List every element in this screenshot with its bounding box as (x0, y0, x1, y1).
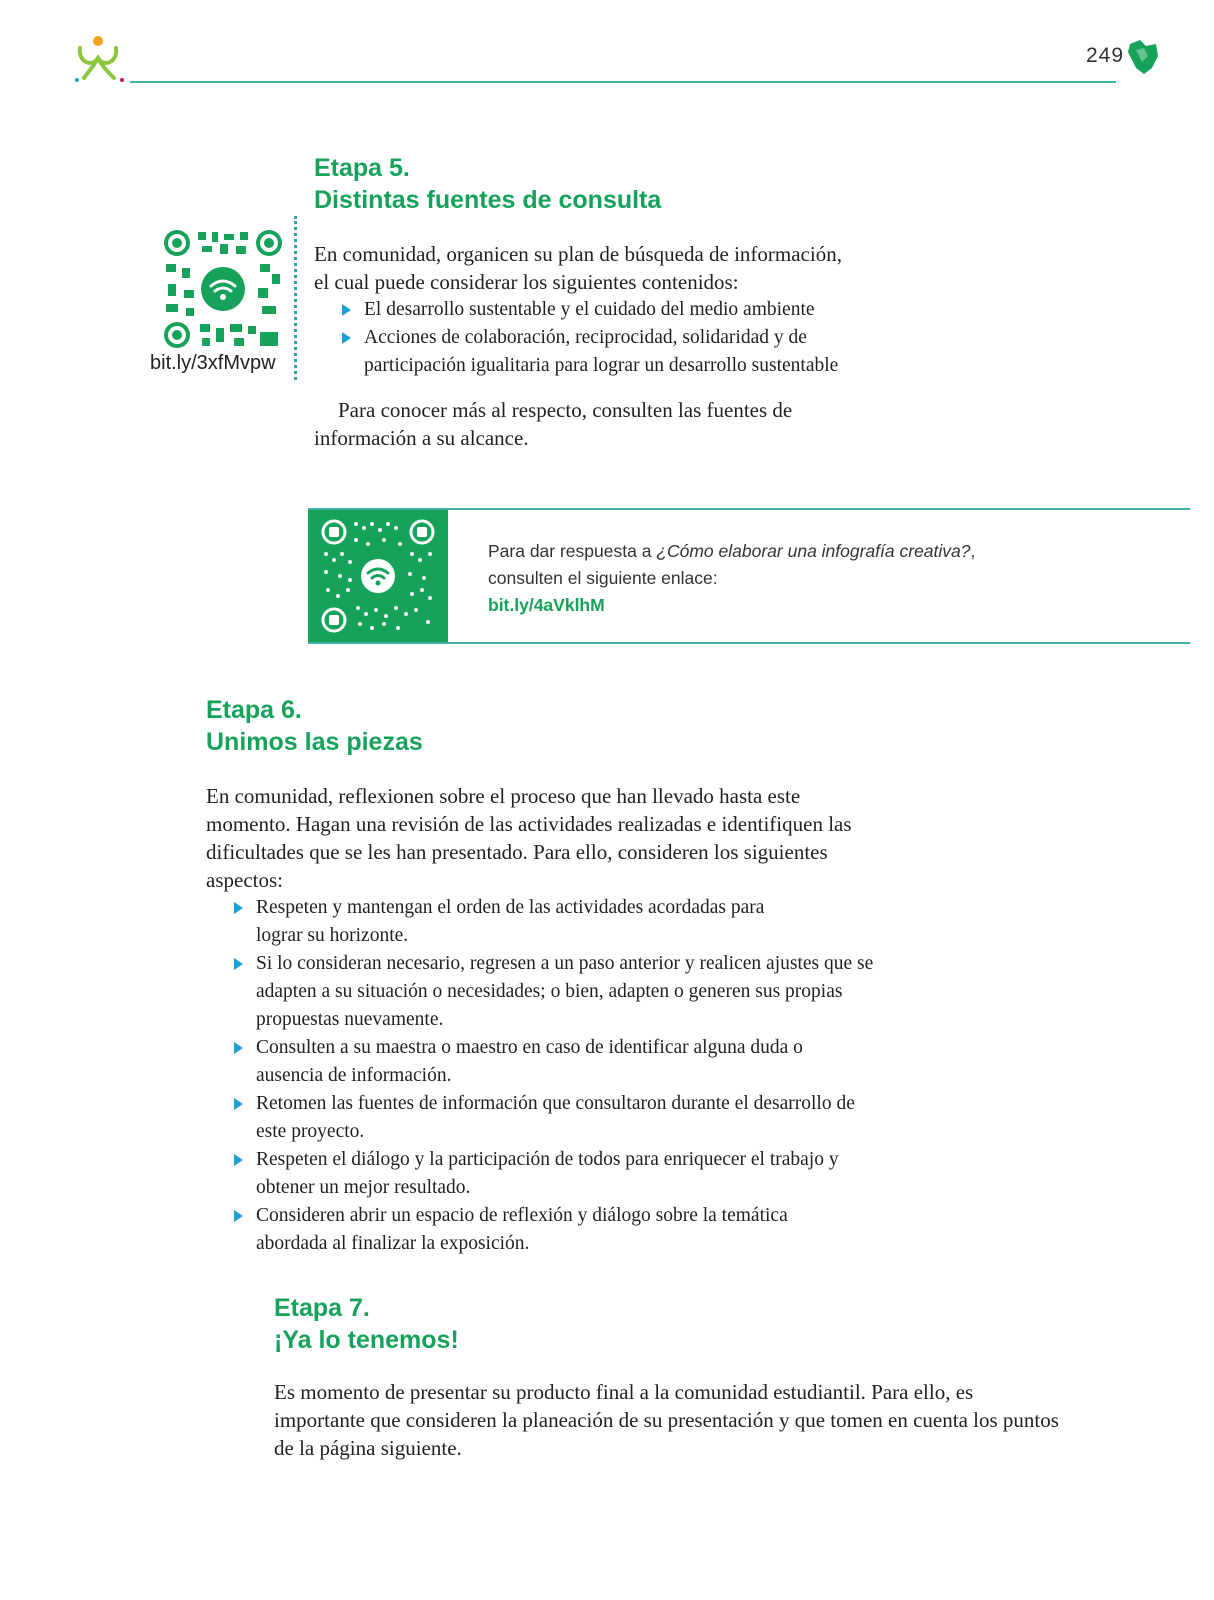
list-item: Consulten a su maestra o maestro en caso de identificar alguna duda o ausencia de información. (230, 1034, 856, 1090)
stage6-title: Unimos las piezas (206, 728, 423, 756)
list-item: Respeten el diálogo y la participación de todos para enriquecer el trabajo y obtener un mejor resultado. (230, 1146, 880, 1202)
bullet-arrow-icon (342, 304, 351, 316)
qr-code-icon[interactable] (320, 518, 436, 634)
stage5-title: Distintas fuentes de consulta (314, 186, 662, 214)
qr-short-link[interactable]: bit.ly/3xfMvpw (150, 352, 276, 374)
stage7-title: ¡Ya lo tenemos! (274, 1326, 459, 1354)
dotted-divider (294, 216, 297, 380)
stage5-intro-line-2: el cual puede considerar los siguientes contenidos: (314, 270, 739, 294)
bullet-arrow-icon (234, 1042, 243, 1054)
logo-icon (74, 34, 126, 84)
link-url[interactable]: bit.ly/4aVklhM (488, 595, 605, 615)
stage5-label: Etapa 5. (314, 154, 410, 182)
page-number: 249 (1086, 44, 1125, 67)
stage6-label: Etapa 6. (206, 696, 302, 724)
list-item: Acciones de colaboración, reciprocidad, solidaridad y de participación igualitaria para lograr un desarrollo sustentable (338, 324, 878, 380)
stage7-label: Etapa 7. (274, 1294, 370, 1322)
list-item: Retomen las fuentes de información que consultaron durante el desarrollo de este proyecto. (230, 1090, 880, 1146)
list-item: Si lo consideran necesario, regresen a un paso anterior y realicen ajustes que se adapten a su situación o necesidades; o bien, adapten o generen sus propias propuestas nuevamente. (230, 950, 880, 1034)
list-item: Respeten y mantengan el orden de las actividades acordadas para lograr su horizonte. (230, 894, 776, 950)
list-item: El desarrollo sustentable y el cuidado del medio ambiente (338, 296, 878, 324)
bullet-arrow-icon (234, 902, 243, 914)
bullet-arrow-icon (234, 1098, 243, 1110)
list-item: Consideren abrir un espacio de reflexión y diálogo sobre la temática abordada al finalizar la exposición. (230, 1202, 856, 1258)
header-rule (130, 81, 1116, 83)
stage5-intro-line-1: En comunidad, organicen su plan de búsqueda de información, (314, 242, 842, 266)
qr-code-icon[interactable] (162, 228, 284, 350)
stage7-text: Es momento de presentar su producto final a la comunidad estudiantil. Para ello, es importante que consideren la planeación de su presentación y que tomen en cuenta los puntos de la página siguiente. (274, 1380, 1059, 1460)
bullet-arrow-icon (234, 1210, 243, 1222)
bullet-arrow-icon (234, 1154, 243, 1166)
link-box-text: Para dar respuesta a ¿Cómo elaborar una infografía creativa?, consulten el siguiente enlace: bit.ly/4aVklhM (488, 538, 1168, 619)
stage6-intro: En comunidad, reflexionen sobre el proceso que han llevado hasta este momento. Hagan una revisión de las actividades realizadas e identifiquen las dificultades que se les han presentado. Para ello, consideren los siguientes aspectos: (206, 784, 852, 892)
stage5-closing: Para conocer más al respecto, consulten las fuentes de información a su alcance. (314, 398, 793, 450)
stage6-aspects-list (230, 894, 880, 1258)
question-text: ¿Cómo elaborar una infografía creativa? (656, 541, 971, 561)
bullet-arrow-icon (342, 332, 351, 344)
bullet-arrow-icon (234, 958, 243, 970)
stage5-content-list (338, 296, 878, 380)
qr-code-panel (308, 510, 448, 642)
page-badge-icon (1126, 38, 1160, 76)
link-box (308, 508, 1190, 644)
